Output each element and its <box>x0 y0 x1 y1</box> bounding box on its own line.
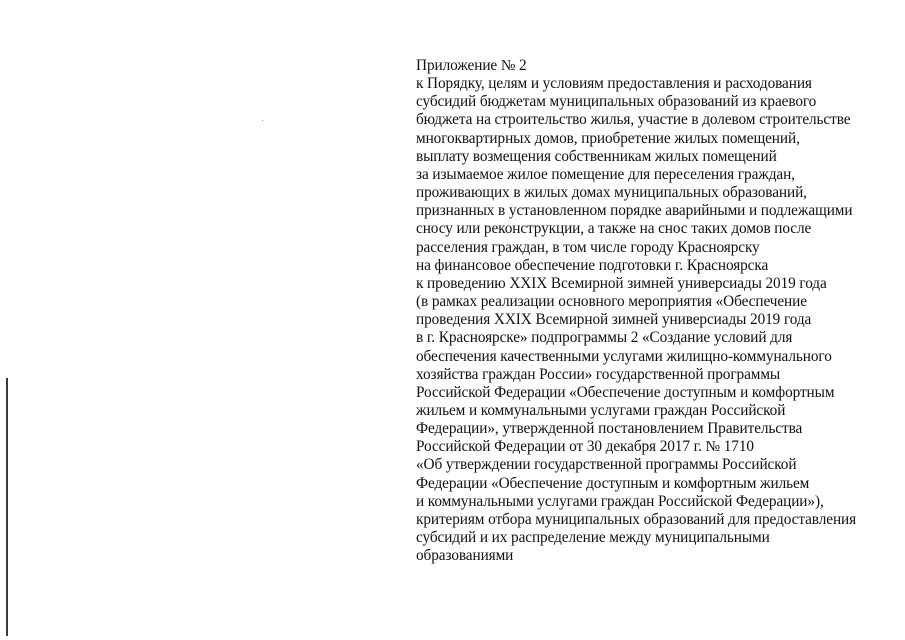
annex-line: за изымаемое жилое помещение для переселения граждан, <box>416 165 795 183</box>
annex-header-block <box>416 57 886 565</box>
annex-line: (в рамках реализации основного мероприятия «Обеспечение <box>416 293 807 311</box>
annex-line: Российской Федерации от 30 декабря 2017 г. № 1710 <box>416 438 754 456</box>
annex-line: Российской Федерации «Обеспечение доступным и комфортным <box>416 383 835 401</box>
annex-line: расселения граждан, в том числе городу Красноярску <box>416 238 760 256</box>
annex-line: в г. Красноярске» подпрограммы 2 «Создание условий для <box>416 329 793 347</box>
annex-line: на финансовое обеспечение подготовки г. Красноярска <box>416 256 769 274</box>
annex-line: и коммунальными услугами граждан Российской Федерации»), <box>416 492 824 510</box>
annex-title: Приложение № 2 <box>416 57 527 74</box>
annex-line: жильем и коммунальными услугами граждан Российской <box>416 401 786 419</box>
annex-line: к Порядку, целям и условиям предоставления и расходования <box>416 75 812 93</box>
annex-line: к проведению XXIX Всемирной зимней универсиады 2019 года <box>416 274 827 292</box>
annex-line: признанных в установленном порядке аварийными и подлежащими <box>416 202 853 220</box>
annex-line: бюджета на строительство жилья, участие в долевом строительстве <box>416 111 851 129</box>
annex-line: критериям отбора муниципальных образований для предоставления <box>416 510 857 528</box>
annex-line: Федерации», утвержденной постановлением Правительства <box>416 420 803 438</box>
annex-line: субсидий бюджетам муниципальных образований из краевого <box>416 93 817 111</box>
annex-line: выплату возмещения собственникам жилых помещений <box>416 147 777 165</box>
annex-line: субсидий и их распределение между муниципальными <box>416 529 770 547</box>
scan-speck <box>262 120 263 121</box>
annex-line: обеспечения качественными услугами жилищно-коммунального <box>416 347 832 365</box>
annex-line: проживающих в жилых домах муниципальных образований, <box>416 184 807 202</box>
annex-line: сносу или реконструкции, а также на снос таких домов после <box>416 220 812 238</box>
annex-line: хозяйства граждан России» государственной программы <box>416 365 781 383</box>
annex-line: проведения XXIX Всемирной зимней универсиады 2019 года <box>416 311 812 329</box>
scan-edge-mark <box>6 378 8 636</box>
annex-line: «Об утверждении государственной программы Российской <box>416 456 797 474</box>
annex-line: образованиями <box>416 547 514 565</box>
annex-line: Федерации «Обеспечение доступным и комфортным жильем <box>416 474 810 492</box>
annex-line: многоквартирных домов, приобретение жилых помещений, <box>416 129 800 147</box>
